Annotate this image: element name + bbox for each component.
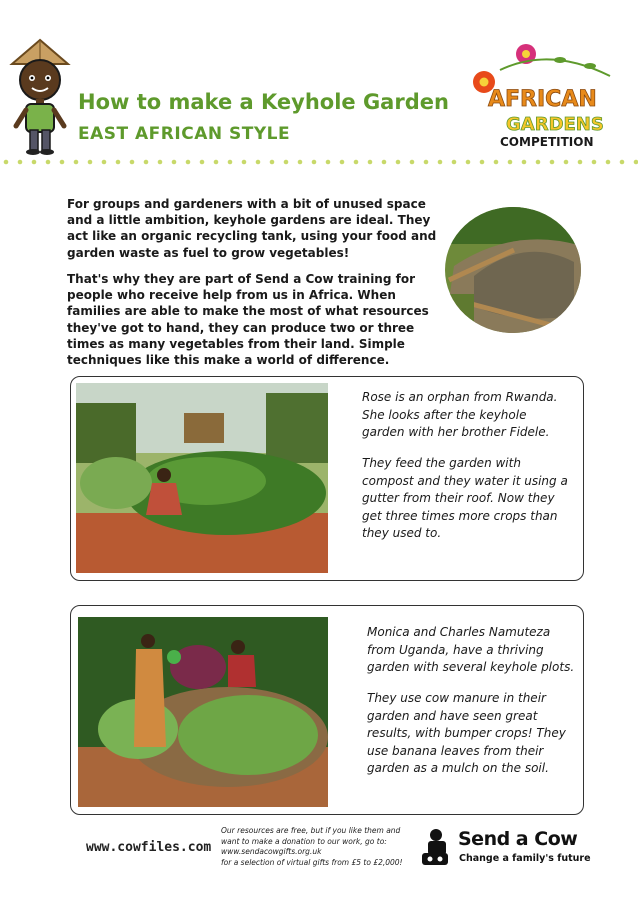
rose-story-paragraph-1: Rose is an orphan from Rwanda. She looks after the keyhole garden with her brother Fidele. — [362, 390, 558, 439]
divider-dot — [74, 160, 79, 165]
story-card-rose — [70, 376, 584, 581]
send-a-cow-tagline: Change a family's future — [459, 853, 591, 864]
footer-note-link[interactable]: www.sendacowgifts.org.uk — [221, 847, 322, 856]
page-title: How to make a Keyhole Garden — [78, 90, 449, 114]
divider-dot — [564, 160, 569, 165]
divider-dot — [256, 160, 261, 165]
divider-dot — [480, 160, 485, 165]
dotted-divider — [0, 158, 638, 166]
divider-dot — [466, 160, 471, 165]
divider-dot — [200, 160, 205, 165]
african-gardens-competition-logo — [460, 38, 630, 154]
divider-dot — [396, 160, 401, 165]
divider-dot — [438, 160, 443, 165]
cow-icon — [422, 829, 448, 865]
divider-dot — [4, 160, 9, 165]
footer-url[interactable]: www.cowfiles.com — [86, 840, 212, 855]
divider-dot — [382, 160, 387, 165]
divider-dot — [340, 160, 345, 165]
divider-dot — [452, 160, 457, 165]
divider-dot — [620, 160, 625, 165]
logo-word-gardens: GARDENS — [506, 114, 604, 135]
divider-dot — [550, 160, 555, 165]
divider-dot — [32, 160, 37, 165]
keyhole-garden-photo — [444, 206, 582, 334]
divider-dot — [214, 160, 219, 165]
divider-dot — [354, 160, 359, 165]
intro-paragraph-1: For groups and gardeners with a bit of unused space and a little ambition, keyhole gardens are ideal. They act like an organic recycling tank, using your food and garden waste as fuel to grow vegetables! — [67, 197, 437, 260]
divider-dot — [634, 160, 638, 165]
mascot-illustration — [6, 38, 74, 156]
footer-note-line: for a selection of virtual gifts from £5 to £2,000! — [221, 857, 403, 867]
rose-story-paragraph-2: They feed the garden with compost and they water it using a gutter from their roof. Now they get three times more crops than they used to. — [362, 456, 568, 540]
divider-dot — [228, 160, 233, 165]
send-a-cow-brand-name: Send a Cow — [458, 828, 578, 850]
divider-dot — [46, 160, 51, 165]
intro-paragraph-2: That's why they are part of Send a Cow training for people who receive help from us in Africa. When families are able to make the most of what resources they've got to hand, they can produce two or three times as many vegetables from their land. Simple techniques like this make a world of difference. — [67, 272, 429, 368]
divider-dot — [242, 160, 247, 165]
divider-dot — [522, 160, 527, 165]
story-card-namuteza — [70, 605, 584, 815]
divider-dot — [578, 160, 583, 165]
divider-dot — [172, 160, 177, 165]
logo-word-competition: COMPETITION — [500, 135, 594, 149]
divider-dot — [494, 160, 499, 165]
namuteza-garden-photo — [78, 617, 328, 807]
divider-dot — [606, 160, 611, 165]
footer-donation-note — [221, 826, 403, 868]
divider-dot — [368, 160, 373, 165]
namuteza-story-paragraph-1: Monica and Charles Namuteza from Uganda, have a thriving garden with several keyhole plots. — [367, 625, 575, 674]
divider-dot — [186, 160, 191, 165]
divider-dot — [424, 160, 429, 165]
divider-dot — [536, 160, 541, 165]
divider-dot — [284, 160, 289, 165]
divider-dot — [130, 160, 135, 165]
divider-dot — [312, 160, 317, 165]
divider-dot — [270, 160, 275, 165]
divider-dot — [410, 160, 415, 165]
divider-dot — [116, 160, 121, 165]
divider-dot — [298, 160, 303, 165]
divider-dot — [158, 160, 163, 165]
divider-dot — [592, 160, 597, 165]
divider-dot — [60, 160, 65, 165]
divider-dot — [102, 160, 107, 165]
divider-dot — [144, 160, 149, 165]
divider-dot — [508, 160, 513, 165]
page-subtitle: EAST AFRICAN STYLE — [78, 124, 291, 144]
logo-word-african: AFRICAN — [488, 87, 597, 112]
divider-dot — [88, 160, 93, 165]
divider-dot — [18, 160, 23, 165]
footer-note-line: want to make a donation to our work, go to: — [221, 836, 387, 846]
footer-note-line: Our resources are free, but if you like them and — [221, 826, 401, 835]
divider-dot — [326, 160, 331, 165]
namuteza-story-paragraph-2: They use cow manure in their garden and have seen great results, with bumper crops! They use banana leaves from their garden as a mulch on the soil. — [367, 691, 566, 775]
rose-garden-photo — [76, 383, 328, 573]
